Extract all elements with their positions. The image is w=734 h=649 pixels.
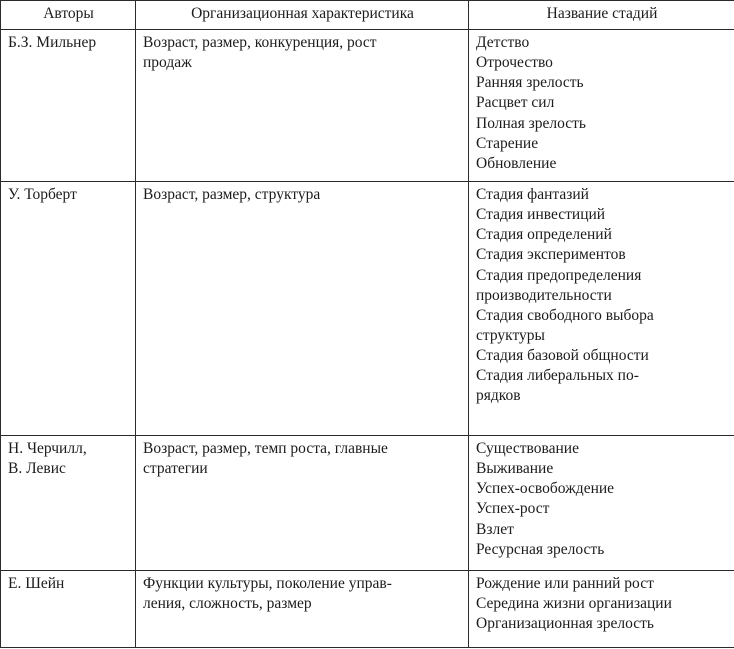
column-header-characteristic: Организационная характеристика <box>136 1 469 30</box>
stage-line: Существование <box>476 440 579 457</box>
stage-line: рядков <box>476 387 521 405</box>
column-header-stages: Название стадий <box>469 1 734 30</box>
stage-line: производительности <box>476 286 612 304</box>
cell-authors <box>1 571 136 648</box>
stage-line: Организационная зрелость <box>476 615 654 633</box>
column-header-authors: Авторы <box>1 1 136 30</box>
stage-line: Рождение или ранний рост <box>476 575 654 592</box>
cell-stages <box>469 30 734 182</box>
stage-line: Стадия предопределения <box>476 266 642 284</box>
author-list <box>8 439 129 479</box>
table-header <box>1 1 734 30</box>
stage-line: структуры <box>476 326 545 344</box>
stage-list <box>476 574 728 634</box>
author-line: Н. Черчилл, <box>8 440 87 457</box>
author-line: В. Левис <box>8 460 66 478</box>
author-line: Б.З. Мильнер <box>8 34 97 51</box>
table-row <box>1 436 734 571</box>
table-header-row <box>1 1 734 30</box>
cell-authors <box>1 182 136 436</box>
stage-line: Выживание <box>476 460 554 478</box>
author-line: У. Торберт <box>8 186 77 203</box>
characteristic-list <box>143 439 462 479</box>
cell-authors <box>1 30 136 182</box>
stage-line: Детство <box>476 34 530 51</box>
characteristic-line: ления, сложность, размер <box>143 595 312 613</box>
stage-line: Ранняя зрелость <box>476 74 584 92</box>
cell-stages <box>469 182 734 436</box>
author-list <box>8 185 129 205</box>
table-row <box>1 182 734 436</box>
stage-line: Полная зрелость <box>476 114 586 132</box>
table-row <box>1 30 734 182</box>
characteristic-list <box>143 33 462 73</box>
stage-line: Стадия инвестиций <box>476 206 606 224</box>
stage-line: Обновление <box>476 154 557 172</box>
stage-list <box>476 439 728 560</box>
characteristic-list <box>143 185 462 205</box>
stage-list <box>476 33 728 174</box>
stage-line: Стадия базовой общности <box>476 347 649 365</box>
stage-line: Расцвет сил <box>476 94 555 112</box>
author-line: Е. Шейн <box>8 575 65 592</box>
characteristic-line: Возраст, размер, структура <box>143 186 321 203</box>
stage-line: Стадия определений <box>476 226 612 244</box>
cell-stages <box>469 436 734 571</box>
stage-line: Стадия экспериментов <box>476 246 626 264</box>
cell-authors <box>1 436 136 571</box>
characteristic-list <box>143 574 462 614</box>
stage-line: Взлет <box>476 520 514 538</box>
stage-line: Середина жизни организации <box>476 595 672 613</box>
table-body <box>1 30 734 648</box>
cell-characteristic <box>136 182 469 436</box>
stage-line: Ресурсная зрелость <box>476 540 605 558</box>
author-list <box>8 574 129 594</box>
cell-stages <box>469 571 734 648</box>
characteristic-line: Возраст, размер, темп роста, главные <box>143 440 388 457</box>
cell-characteristic <box>136 571 469 648</box>
stage-line: Стадия либеральных по- <box>476 367 639 385</box>
stage-line: Стадия свободного выбора <box>476 306 654 324</box>
cell-characteristic <box>136 30 469 182</box>
stage-line: Успех-освобождение <box>476 480 615 498</box>
characteristic-line: продаж <box>143 54 192 72</box>
characteristic-line: Возраст, размер, конкуренция, рост <box>143 34 377 51</box>
characteristic-line: стратегии <box>143 460 208 478</box>
stage-line: Стадия фантазий <box>476 186 589 203</box>
table-row <box>1 571 734 648</box>
stage-list <box>476 185 728 407</box>
stage-line: Успех-рост <box>476 500 550 518</box>
author-list <box>8 33 129 53</box>
cell-characteristic <box>136 436 469 571</box>
characteristic-line: Функции культуры, поколение управ- <box>143 575 392 592</box>
stage-line: Старение <box>476 134 539 152</box>
stage-line: Отрочество <box>476 54 553 72</box>
